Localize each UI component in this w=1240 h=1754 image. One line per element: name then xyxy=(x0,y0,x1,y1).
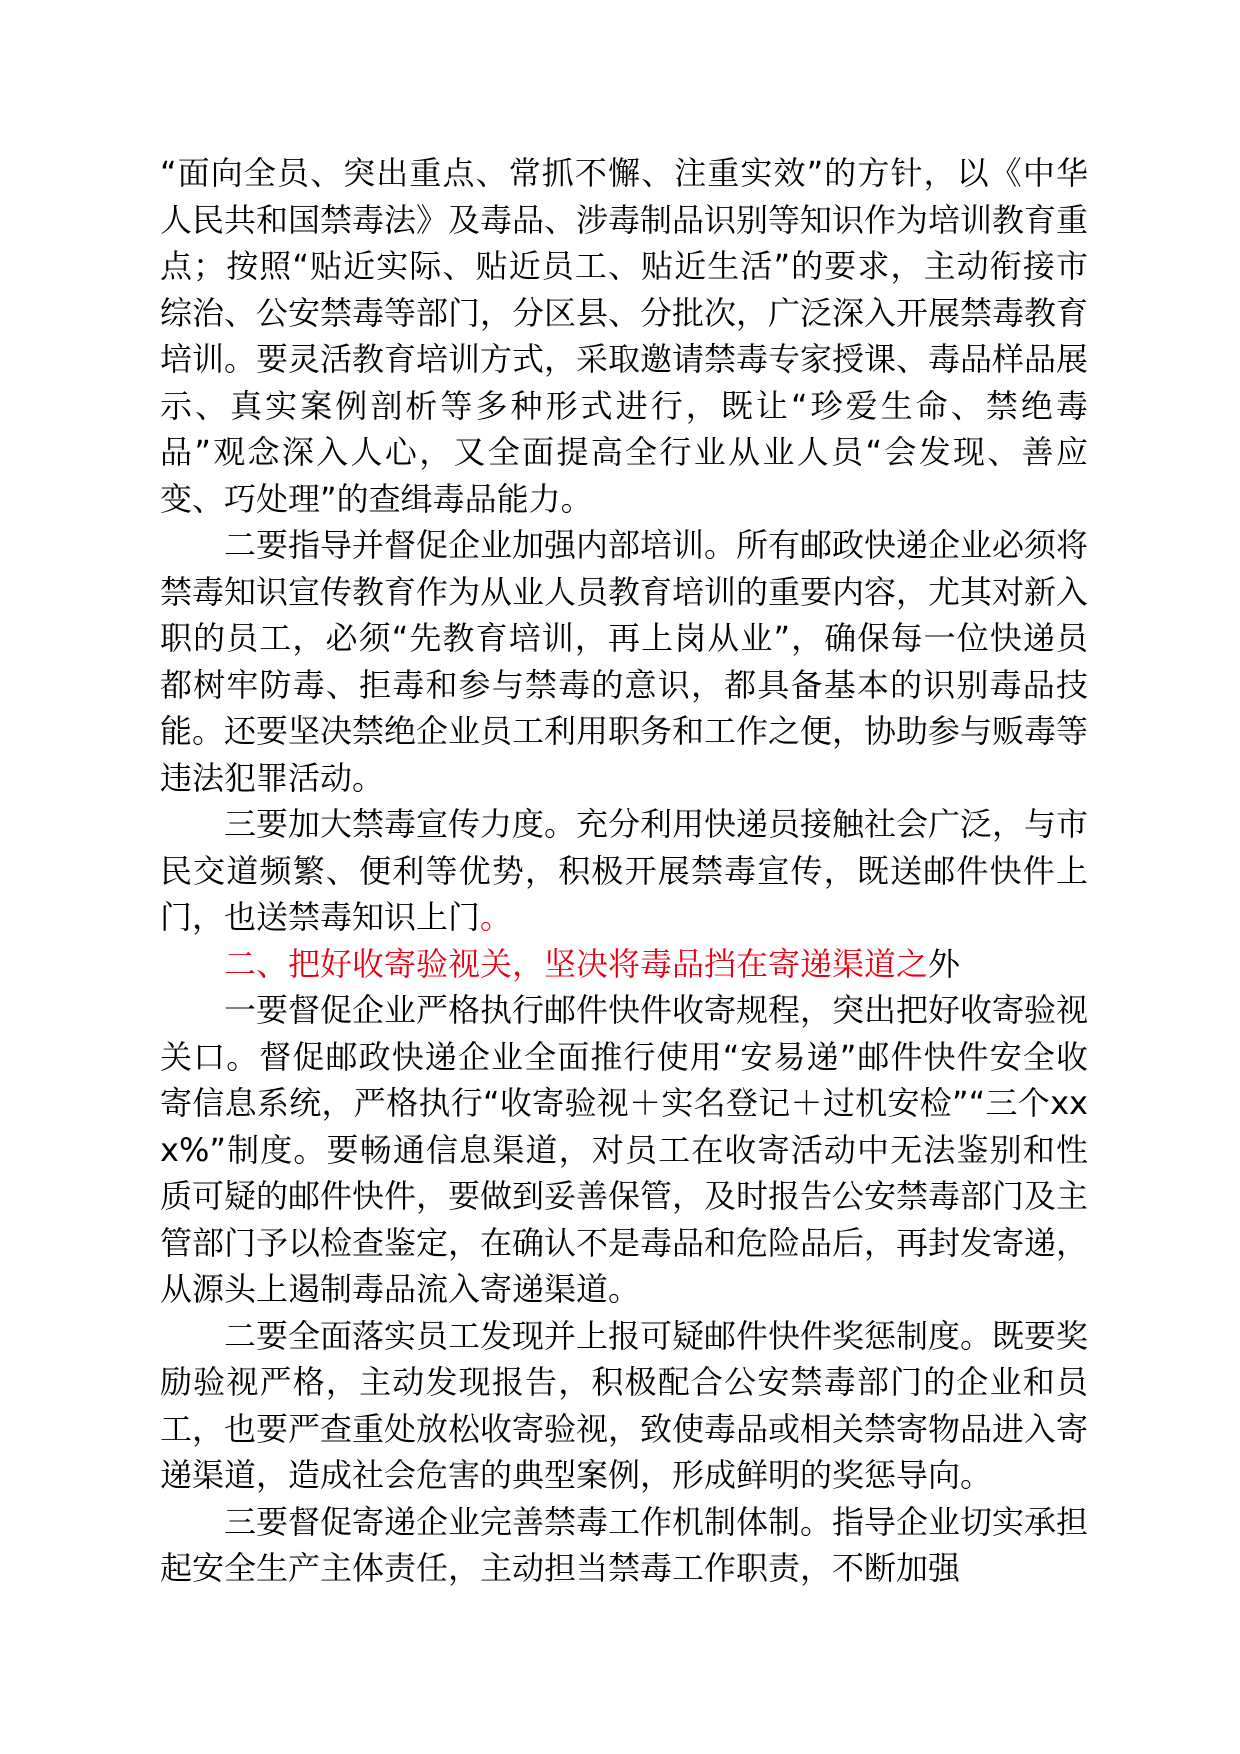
paragraph-text: 一要督促企业严格执行邮件快件收寄规程，突出把好收寄验视关口。督促邮政快递企业全面推行使用“安易递”邮件快件安全收寄信息系统，严格执行“收寄验视＋实名登记＋过机安检”“三个xxx%”制度。要畅通信息渠道，对员工在收寄活动中无法鉴别和性质可疑的邮件快件，要做到妥善保管，及时报告公安禁毒部门及主管部门予以检查鉴定，在确认不是毒品和危险品后，再封发寄递，从源头上遏制毒品流入寄递渠道。 xyxy=(160,991,1089,1308)
paragraph-text: 二要指导并督促企业加强内部培训。所有邮政快递企业必须将禁毒知识宣传教育作为从业人员教育培训的重要内容，尤其对新入职的员工，必须“先教育培训，再上岗从业”，确保每一位快递员都树牢防毒、拒毒和参与禁毒的意识，都具备基本的识别毒品技能。还要坚决禁绝企业员工利用职务和工作之便，协助参与贩毒等违法犯罪活动。 xyxy=(160,526,1089,797)
section-heading-red-text: 二、把好收寄验视关，坚决将毒品挡在寄递渠道之 xyxy=(224,944,929,983)
paragraph-reward-system xyxy=(160,1313,1088,1499)
paragraph-text: 三要加大禁毒宣传力度。充分利用快递员接触社会广泛，与市民交道频繁、便利等优势，积极开展禁毒宣传，既送邮件快件上门，也送禁毒知识上门 xyxy=(160,805,1089,936)
paragraph-internal-training xyxy=(160,522,1088,801)
document-page xyxy=(160,150,1088,1592)
paragraph-policy-guideline xyxy=(160,150,1088,522)
paragraph-text: 三要督促寄递企业完善禁毒工作机制体制。指导企业切实承担起安全生产主体责任，主动担当禁毒工作职责，不断加强 xyxy=(160,1502,1089,1587)
paragraph-trailing-period: 。 xyxy=(480,898,513,936)
section-heading-2 xyxy=(160,941,1088,988)
paragraph-text: 二要全面落实员工发现并上报可疑邮件快件奖惩制度。既要奖励验视严格，主动发现报告，积极配合公安禁毒部门的企业和员工，也要严查重处放松收寄验视，致使毒品或相关禁寄物品进入寄递渠道，造成社会危害的典型案例，形成鲜明的奖惩导向。 xyxy=(160,1316,1089,1494)
paragraph-publicity xyxy=(160,801,1088,941)
section-heading-black-text: 外 xyxy=(928,944,961,983)
paragraph-mail-rules xyxy=(160,987,1088,1313)
paragraph-mechanism xyxy=(160,1499,1088,1592)
paragraph-text: “面向全员、突出重点、常抓不懈、注重实效”的方针，以《中华人民共和国禁毒法》及毒品、涉毒制品识别等知识作为培训教育重点；按照“贴近实际、贴近员工、贴近生活”的要求，主动衔接市综治、公安禁毒等部门，分区县、分批次，广泛深入开展禁毒教育培训。要灵活教育培训方式，采取邀请禁毒专家授课、毒品样品展示、真实案例剖析等多种形式进行，既让“珍爱生命、禁绝毒品”观念深入人心，又全面提高全行业从业人员“会发现、善应变、巧处理”的查缉毒品能力。 xyxy=(160,154,1089,518)
